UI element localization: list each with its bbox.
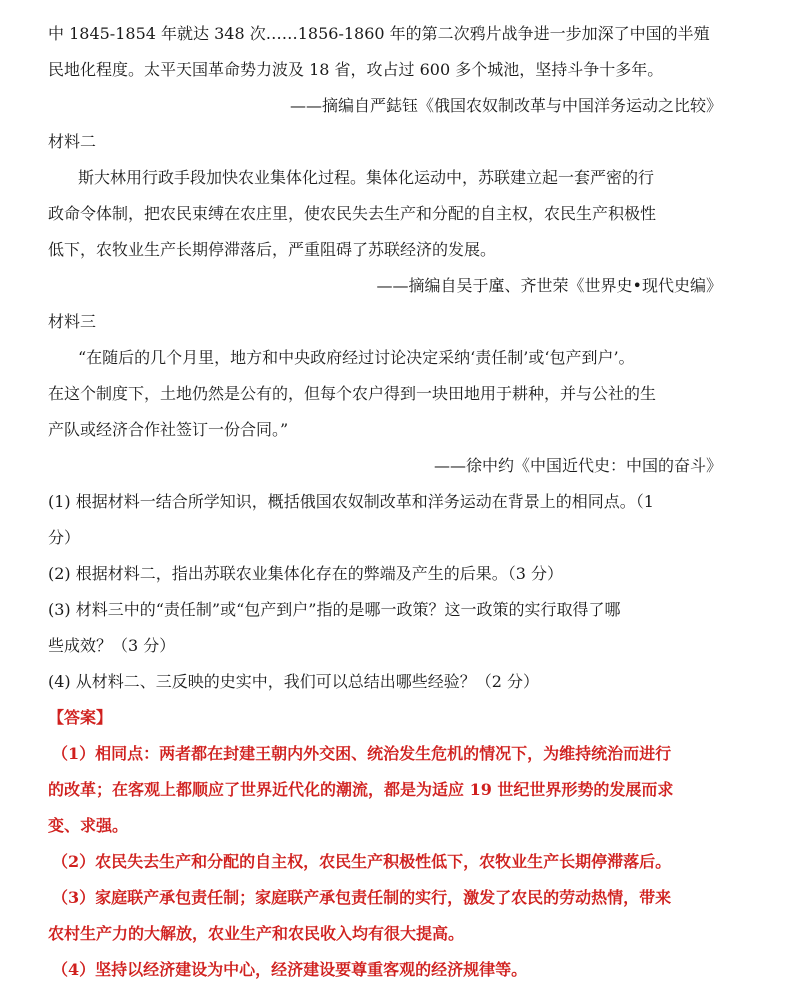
answer-heading: 【答案】 — [48, 708, 113, 727]
material2-line: 斯大林用行政手段加快农业集体化过程。集体化运动中，苏联建立起一套严密的行 — [78, 168, 655, 187]
material2-line: 政命令体制，把农民束缚在农庄里，使农民失去生产和分配的自主权，农民生产积极性 — [48, 204, 657, 223]
material3-heading: 材料三 — [48, 312, 97, 331]
question-line: (3) 材料三中的“责任制”或“包产到户”指的是哪一政策？这一政策的实行取得了哪 — [48, 600, 621, 619]
answer-line: （3）家庭联产承包责任制；家庭联产承包责任制的实行，激发了农民的劳动热情，带来 — [52, 888, 672, 907]
answer-line: 农村生产力的大解放，农业生产和农民收入均有很大提高。 — [48, 924, 465, 943]
material1-line: 中 1845-1854 年就达 348 次……1856-1860 年的第二次鸦片战争进一步加深了中国的半殖 — [48, 24, 710, 43]
questions — [48, 484, 752, 700]
answer-line: （2）农民失去生产和分配的自主权，农民生产积极性低下，农牧业生产长期停滞落后。 — [52, 852, 672, 871]
question-line: 些成效？（3 分） — [48, 636, 176, 655]
question-line: (4) 从材料二、三反映的史实中，我们可以总结出哪些经验？（2 分） — [48, 672, 540, 691]
material1-tail — [48, 16, 752, 124]
material3-source: ——徐中约《中国近代史：中国的奋斗》 — [433, 456, 722, 475]
answer-line: 的改革；在客观上都顺应了世界近代化的潮流，都是为适应 19 世纪世界形势的发展而求 — [48, 780, 674, 799]
answer-line: （1）相同点：两者都在封建王朝内外交困、统治发生危机的情况下，为维持统治而进行 — [52, 744, 672, 763]
material1-source: ——摘编自严鋕钰《俄国农奴制改革与中国洋务运动之比较》 — [289, 96, 722, 115]
material2-heading: 材料二 — [48, 132, 97, 151]
material2 — [48, 124, 752, 304]
answer-line: （4）坚持以经济建设为中心，经济建设要尊重客观的经济规律等。 — [52, 960, 528, 979]
question-line: (1) 根据材料一结合所学知识，概括俄国农奴制改革和洋务运动在背景上的相同点。（1 — [48, 492, 654, 511]
material3-line: 产队或经济合作社签订一份合同。” — [48, 420, 289, 439]
answer-line: 变、求强。 — [48, 816, 129, 835]
material3 — [48, 304, 752, 484]
question-line: 分） — [48, 528, 81, 547]
material3-line: 在这个制度下，土地仍然是公有的，但每个农户得到一块田地用于耕种，并与公社的生 — [48, 384, 657, 403]
material2-line: 低下，农牧业生产长期停滞落后，严重阻碍了苏联经济的发展。 — [48, 240, 497, 259]
material3-line: “在随后的几个月里，地方和中央政府经过讨论决定采纳‘责任制’或‘包产到户’。 — [78, 348, 635, 367]
material1-line: 民地化程度。太平天国革命势力波及 18 省，攻占过 600 多个城池，坚持斗争十多年。 — [48, 60, 664, 79]
question-line: (2) 根据材料二，指出苏联农业集体化存在的弊端及产生的后果。（3 分） — [48, 564, 564, 583]
material2-source: ——摘编自吴于廑、齐世荣《世界史•现代史编》 — [376, 276, 722, 295]
answer-section — [48, 700, 752, 988]
